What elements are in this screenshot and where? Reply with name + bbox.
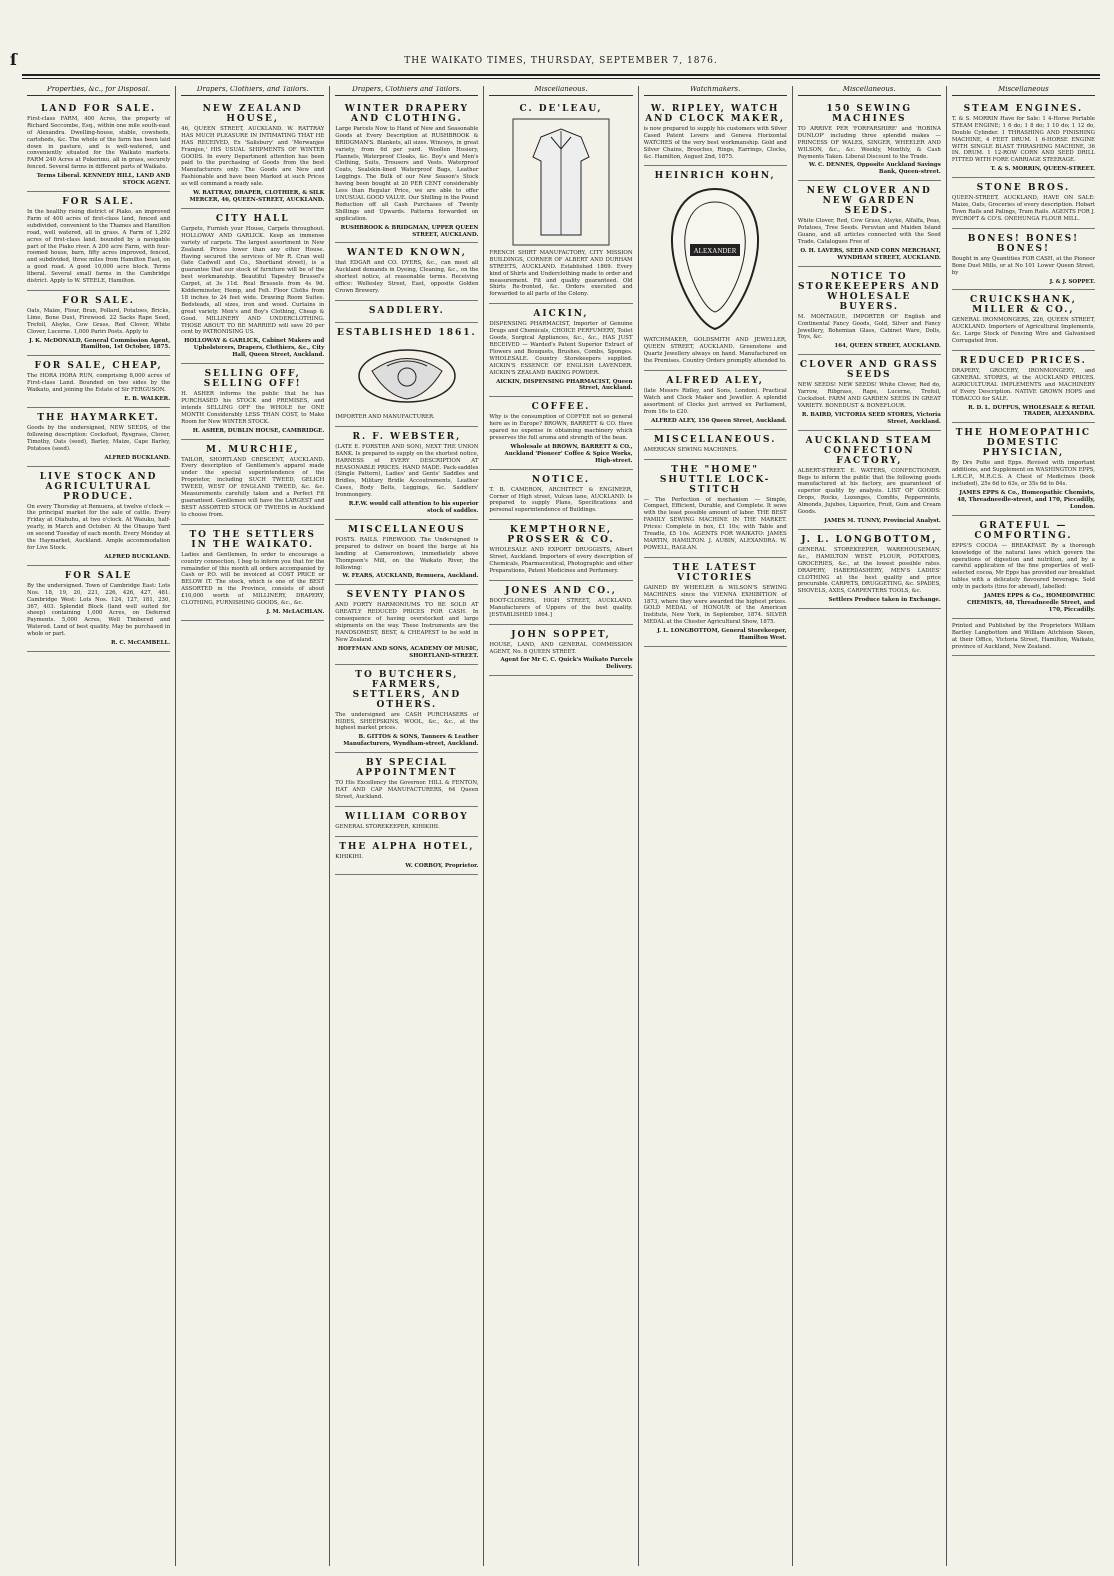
advertisement: [335, 323, 478, 427]
ad-signature: R. D. L. DUFFUS, WHOLESALE & RETAIL TRADER, ALEXANDRA.: [968, 404, 1095, 418]
ad-title: NEW ZEALAND HOUSE,: [202, 103, 303, 124]
advertisement: [798, 530, 941, 609]
advertisement: [27, 192, 170, 291]
ad-title: LIVE STOCK AND AGRICULTURAL PRODUCE.: [39, 471, 158, 502]
ad-title: JONES AND CO.,: [505, 585, 617, 596]
advertisement: [798, 431, 941, 530]
ad-title: 150 SEWING MACHINES: [826, 103, 913, 124]
ad-signature: 164, QUEEN STREET, AUCKLAND.: [834, 343, 941, 350]
ad-signature: J. & J. SOPPET.: [1049, 278, 1095, 285]
ad-title: WILLIAM CORBOY: [344, 811, 469, 822]
ad-title: BONES! BONES! BONES!: [967, 233, 1080, 254]
advertisement: [335, 520, 478, 585]
advertisement: [489, 470, 632, 521]
advertisement: [952, 619, 1095, 657]
ad-signature: O. H. LAVERS, SEED AND CORN MERCHANT, WYNDHAM STREET, AUCKLAND.: [800, 247, 941, 261]
advertisement: [489, 304, 632, 397]
advertisement: [798, 99, 941, 181]
column-6: [793, 86, 947, 1566]
ad-signature: W. C. DENNES, Opposite Auckland Savings Bank, Queen-street.: [808, 162, 941, 176]
ad-body: GENERAL STOREKEEPER, KIHIKIHI.: [335, 823, 440, 830]
ad-title: STONE BROS.: [976, 183, 1071, 194]
ad-title: TO THE SETTLERS IN THE WAIKATO.: [189, 529, 316, 550]
ad-body: Why is the consumption of COFFEE not so general here as in Europe? BROWN, BARRETT & CO. Have spared no expense in obtaining machinery which preserves the full aroma and strength of the bean.: [489, 414, 633, 442]
columns: [22, 86, 1100, 1566]
advertisement: [27, 566, 170, 652]
ad-body: The undersigned are CASH PURCHASERS of HIDES, SHEEPSKINS, WOOL, &c., &c., at the highest market prices.: [335, 711, 479, 732]
ad-title: BY SPECIAL APPOINTMENT: [356, 758, 458, 779]
advertisement: [181, 99, 324, 209]
advertisement: [798, 267, 941, 356]
advertisement: [798, 181, 941, 266]
advertisement: [27, 99, 170, 192]
column-heading: Properties, &c., for Disposal.: [27, 86, 170, 96]
column-heading: Watchmakers.: [644, 86, 787, 96]
svg-text:ALEXANDER: ALEXANDER: [693, 247, 737, 256]
advertisement: [952, 229, 1095, 291]
ad-body: is now prepared to supply his customers with Silver Cased Patent Levers and Geneva Horizontal WATCHES of the very best workmanship. Gold and Silver Chains, Brooches, Rings, Earrings, Clocks, &c. Hamilton, August 2nd, 1875.: [643, 125, 787, 160]
ad-title: TO BUTCHERS, FARMERS, SETTLERS, AND OTHERS.: [352, 669, 462, 710]
advertisement: [644, 558, 787, 647]
ad-body: WATCHMAKER, GOLDSMITH AND JEWELLER, QUEEN STREET, AUCKLAND. Greenstone and Quartz Jewellery always on hand. Manufactured on the Premises. Country Orders promptly attended to.: [643, 337, 787, 365]
ad-title: THE LATEST VICTORIES: [672, 562, 758, 583]
ad-signature: HOLLOWAY & GARLICK, Cabinet Makers and Upholsterers, Drapers, Clothiers, &c., City Hall, Queen Street, Auckland.: [184, 338, 325, 359]
advertisement: [952, 423, 1095, 515]
ad-body: (late Messrs Ridley, and Sons, London). Practical Watch and Clock Maker and Jeweller. A splendid assortment of Clocks just arrived ex Parliament, from 16s to £20.: [643, 388, 787, 415]
ad-body: 46, QUEEN STREET, AUCKLAND. W. RATTRAY HAS MUCH PLEASURE IN INTIMATING THAT HE HAS RECEIVED, Ex 'Salisbury' and 'Merwanjee Framjee,' HIS USUAL SHIPMENTS OF WINTER GOODS. In every Department attention has been paid to the purchasing of Goods from the best Manufacturers only. The Goods are New and Fashionable and have been Marked at such Prices as will command a ready sale.: [181, 125, 325, 188]
advertisement: [644, 166, 787, 371]
advertisement: [335, 837, 478, 875]
column-7: [947, 86, 1100, 1566]
advertisement: [952, 99, 1095, 178]
ad-title: J. L. LONGBOTTOM,: [801, 534, 938, 545]
ad-title: NOTICE TO STOREKEEPERS AND WHOLESALE BUYERS.: [797, 271, 941, 312]
ad-body: — The Perfection of mechanism — Simple, Compact, Efficient, Durable, and Complete. It sews with the least possible amount of labor. THE BEST FAMILY SEWING MACHINE IN THE MARKET. Prices: Complete in box, £1 10s; with Table and Treadle, £5 10s. AGENTS FOR WAIKATO: JAMES MARTIN, HAMILTON. J. AUBIN, ALEXANDRA. W. POWELL, RAGLAN.: [643, 496, 787, 551]
ad-body: ALBERT-STREET. E. WATERS, CONFECTIONER. Begs to inform the public that the following goods manufactured at his factory, are guaranteed of superior quality by analysis. LIST OF GOODS: Drops, Rocks, Lozenges, Comfits, Peppermints, Almonds, Jujubes, Liquorice, Fruit, Gum and Cream Goods.: [797, 467, 941, 516]
ad-body: BOOT-CLOSERS, HIGH STREET, AUCKLAND. Manufacturers of Uppers of the best quality. [ESTABLISHED 1864.]: [489, 597, 633, 618]
advertisement: [489, 397, 632, 469]
ad-body: Oats, Maize, Flour, Bran, Pollard, Potatoes, Bricks, Lime, Bone Dust, Firewood. 22 Sacks Rape Seed, Trefoil, Alsyke, Cow Grass, Red Clover, White Clover, Lucerne. 1,000 Pariri Posts. Apply to: [27, 307, 171, 335]
advertisement: [27, 356, 170, 408]
ad-title: W. RIPLEY, WATCH AND CLOCK MAKER,: [645, 103, 786, 124]
advertisement: [27, 408, 170, 467]
ad-title: CITY HALL: [215, 213, 290, 224]
column-1: [22, 86, 176, 1566]
advertisement: [952, 516, 1095, 619]
ad-body: T. & S. MORRIN Have for Sale: 1 4-Horse Portable STEAM ENGINE; 1 6 do; 1 8 do; 1 10 do; 1 12 do, Double Cylinder. 1 THRASHING AND FINISHING MACHINE, 4 FEET DRUM. 1 6-HORSE ENGINE WITH SINGLE BLAST THRASHING MACHINE, 36 IN. DRUM. 1 12-ROW CORN AND SEED DRILL FITTED WITH FORE CARRIAGE STEERAGE.: [951, 115, 1095, 164]
ad-body: First-class FARM, 400 Acres, the property of Richard Seccombe, Esq., within one mile south-east of Alexandra. Dwelling-house, stable, cowsheds, cartsheds, &c. The whole of the farm has been laid down in pasture, and is well-watered, and conveniently situated for the Waikato markets. FARM 240 Acres at Pukerimu, all in grass, securely fenced. Several farms in different parts of Waikato.: [27, 115, 171, 171]
column-3: [330, 86, 484, 1566]
ad-body: GENERAL STOREKEEPER, WAREHOUSEMAN, &c., HAMILTON WEST. FLOUR, POTATOES, GROCERIES, &c., at the lowest possible rates. DRAPERY, HABERDASHERY, MEN'S LADIES' CLOTHING at the best quality and price procurable. CARPETS, DRUGGETING, &c. SPADES, SHOVELS, AXES, CARPENTERS TOOLS, &c.: [797, 546, 941, 595]
ad-title: CRUICKSHANK, MILLER & CO.,: [969, 295, 1077, 316]
ad-signature: Terms Liberal. KENNEDY HILL, LAND AND STOCK AGENT.: [36, 173, 171, 187]
masthead-title: THE WAIKATO TIMES, THURSDAY, SEPTEMBER 7, 1876.: [404, 56, 718, 66]
ad-body: White Clover, Red, Cow Grass, Alsyke, Alfalfa, Peas, Potatoes, Tree Seeds. Peruvian and Maiden Island Guano, and all articles connected with the Seed Trade. Catalogues Free of: [797, 218, 941, 245]
ad-title: THE "HOME" SHUTTLE LOCK-STITCH: [659, 464, 771, 495]
ad-signature: HOFFMAN AND SONS, ACADEMY OF MUSIC, SHORTLAND-STREET.: [337, 645, 479, 659]
ad-signature: JAMES EPPS & Co., HOMEOPATHIC CHEMISTS, 48, Threadneedle Street, and 170, Piccadilly.: [966, 593, 1095, 613]
ad-signature: T. & S. MORRIN, QUEEN-STREET.: [990, 166, 1095, 173]
ad-signature: J. L. LONGBOTTOM, General Storekeeper, Hamilton West.: [657, 628, 787, 642]
ad-body: Printed and Published by the Proprietors William Bartley Langbottom and William Aitchison Skeen, at their Office, Victoria Street, Hamilton, Waikato, province of Auckland, New Zealand.: [951, 622, 1095, 650]
ad-body: By Drs Pulte and Epps. Revised with important additions, and Supplement on WASHINGTON EPPS, L.R.C.P., M.R.C.S. A Chest of Medicines (book included), 25s 6d to 63s, or 35s 6d to 84s.: [951, 460, 1095, 488]
ad-body: Carpets, Furnish your House, Carpets throughout. HOLLOWAY AND GARLICK. Keep an immense variety of carpets. The largest assortment in New Zealand. Prices lower than any other House. Having secured the services of Mr R. Cran well (late Cadwell and Co., Shortland street), is a guarantee that our stock of furniture will be of the best workmanship. Beautiful Tapestry Brussel's Carpet, at 3s 11d. Real Brussels from 4s 9d. Kidderminster, Hemp, and Felt. Floor Cloths from 18 inches to 24 feet wide. Drawing Room Suites. Bedsteads, all sizes, iron and wood. Curtains in great variety. Men's and Boy's Clothing, Cheap & Good. MILLINERY AND UNDERCLOTHING. THOSE ABOUT TO BE MARRIED will save 20 per cent by PATRONISING US.: [181, 225, 325, 336]
ad-body: TO His Excellency the Governor. HILL & FENTON, HAT AND CAP MANUFACTURERS, 64 Queen Street, Auckland.: [335, 780, 479, 800]
ad-title: NOTICE.: [531, 474, 591, 485]
ad-title: THE ALPHA HOTEL,: [339, 841, 475, 852]
ad-body: EPPS'S COCOA — BREAKFAST. By a thorough knowledge of the natural laws which govern the operations of digestion and nutrition, and by a careful application of the fine properties of well-selected cocoa, Mr Epps has provided our breakfast tables with a delicately flavoured beverage. Sold only in packets (tins for abroad), labelled:: [951, 542, 1095, 591]
ad-signature: W. CORBOY, Proprietor.: [405, 862, 479, 869]
advertisement: [181, 209, 324, 364]
advertisement: [952, 290, 1095, 351]
ad-body: By the undersigned. Town of Cambridge East: Lots Nos. 18, 19, 20, 221, 226, 426, 427, 481. Cambridge West: Lots Nos. 124, 127, 181, 230, 367, 403. Splendid Block (land well suited for sheep) containing 1,000 Acres, on Deferred Payments. 5,000 Acres, Well Timbered and Watered. Land of best quality. May be purchased in whole or part.: [27, 582, 171, 638]
ad-title: SEVENTY PIANOS: [346, 590, 467, 601]
advertisement: [644, 460, 787, 558]
ad-title: LAND FOR SALE.: [41, 103, 157, 114]
ad-body: The HORA HORA RUN, comprising 8,000 acres of First-class Land. Bounded on two sides by the Waikato, and joining the Estate of Sir FERGUSON.: [27, 373, 171, 394]
advertisement: [644, 99, 787, 167]
advertisement: [335, 427, 478, 520]
ad-title: M. MURCHIE,: [206, 444, 300, 455]
ad-title: SADDLERY.: [368, 305, 445, 316]
ad-signature: R. BAIRD, VICTORIA SEED STORES, Victoria Street, Auckland.: [801, 411, 941, 425]
ad-body: NEW SEEDS! NEW SEEDS! White Clover, Red do, Yarrow, Ribgrass, Rape, Lucerne, Trefoil, Cocksfoot. FARM AND GARDEN SEEDS IN GREAT VARIETY. BONEDUST & BONEFLOUR.: [797, 382, 941, 409]
masthead: [22, 56, 1100, 76]
ad-body: AND FORTY HARMONIUMS TO BE SOLD AT GREATLY REDUCED PRICES FOR CASH. In consequence of having overstocked and large shipments on the way. These Instruments are the HANDSOMEST, BEST, & CHEAPEST to be sold in New Zealand.: [335, 602, 479, 643]
ad-signature: Agent for Mr C. C. Quick's Waikato Parcels Delivery.: [500, 657, 633, 671]
column-heading: Drapers, Clothiers and Tailors.: [335, 86, 478, 96]
ad-signature: ALFRED ALEY, 156 Queen Street, Auckland.: [651, 417, 787, 424]
ad-signature: B. GITTOS & SONS, Tanners & Leather Manufacturers, Wyndham-street, Auckland.: [343, 734, 479, 748]
column-5: [639, 86, 793, 1566]
advertisement: [644, 430, 787, 460]
alexander-medallion-illustration: [660, 184, 770, 334]
ad-title: GRATEFUL — COMFORTING.: [974, 520, 1073, 541]
ad-body: On every Thursday at Remuera, at twelve o'clock — the principal market for the sale of cattle. Every Friday at Otahuhu, at two o'clock. At Waiuku, half-yearly, in March and October. At the Ohaupo Yard on second Tuesday of each month. Every Monday at the Haymarket, Auckland. Ample accommodation for Live Stock.: [27, 503, 171, 551]
ad-title: MISCELLANEOUS.: [653, 434, 777, 445]
advertisement: [27, 291, 170, 356]
column-heading: Miscellaneous.: [798, 86, 941, 96]
newspaper-page: [10, 8, 1100, 1568]
ad-body: POSTS. RAILS. FIREWOOD. The Undersigned is prepared to deliver on board the barge at his landing at Camerontown, immediately above Thompson's Mill, on the Waikato River, the following:: [335, 536, 479, 571]
ad-signature: J. M. McLACHLAN.: [266, 608, 325, 615]
ad-body: Goods by the undersigned, NEW SEEDS, of the following description: Cocksfoot, Ryegrass, Clover, Timothy, Oats (seed), Barley, Maize, Cape Barley, Potatoes (seed).: [27, 425, 171, 452]
masthead-rule: [22, 78, 1100, 79]
advertisement: [335, 243, 478, 301]
ad-body: WHOLESALE AND EXPORT DRUGGISTS, Albert Street, Auckland. Importers of every description of Chemicals, Pharmaceutical, Photographic and other Preparations, Patent Medicines and Perfumery.: [489, 547, 633, 574]
advertisement: [489, 625, 632, 677]
ad-title: WINTER DRAPERY AND CLOTHING.: [344, 103, 469, 124]
advertisement: [181, 364, 324, 439]
ad-signature: AICKIN, DISPENSING PHARMACIST, Queen Street, Auckland.: [496, 378, 633, 392]
advertisement: [335, 585, 478, 664]
ad-body: IMPORTER AND MANUFACTURER.: [335, 413, 435, 420]
ad-signature: W. RATTRAY, DRAPER, CLOTHIER, & SILK MERCER, 46, QUEEN-STREET, AUCKLAND.: [189, 190, 325, 203]
advertisement: [644, 371, 787, 430]
ad-body: AMERICAN SEWING MACHINES.: [643, 446, 738, 453]
ad-signature: Wholesale at BROWN, BARRETT & CO., Auckland 'Pioneer' Coffee & Spice Works, High-street.: [504, 443, 633, 464]
ad-body: M. MONTAGUE, IMPORTER OF English and Continental Fancy Goods, Gold, Silver and Fancy Jewellery, Bohemian Glass, Cabinet Ware, Dolls, Toys, &c.: [797, 313, 941, 341]
ad-title: R. F. WEBSTER,: [352, 431, 462, 442]
advertisement: [798, 355, 941, 430]
ad-title: FOR SALE: [64, 570, 133, 581]
ad-signature: ALFRED BUCKLAND.: [104, 553, 171, 560]
advertisement: [489, 581, 632, 625]
ad-title: JOHN SOPPET,: [511, 629, 611, 640]
folio-mark: ſ: [10, 50, 17, 69]
ad-title: STEAM ENGINES.: [963, 103, 1084, 114]
advertisement: [489, 99, 632, 304]
ad-signature: W. FEARS, AUCKLAND, Remuera, Auckland.: [342, 573, 479, 580]
ad-title: REDUCED PRICES.: [960, 356, 1087, 367]
ad-signature: JAMES M. TUNNY, Provincial Analyst.: [824, 518, 941, 524]
ad-title: KEMPTHORNE, PROSSER & CO.: [507, 525, 615, 546]
ad-title: C. DE'LEAU,: [519, 103, 603, 114]
advertisement: [952, 351, 1095, 423]
ad-body: H. ASHER informs the public that he has PURCHASED his STOCK and PREMISES, and intends SELLING OFF the WHOLE for ONE MONTH Considerably LESS THAN COST, to Make Room for New WINTER STOCK.: [181, 391, 325, 425]
ad-title: AUCKLAND STEAM CONFECTION FACTORY,: [805, 435, 933, 466]
ad-title: CLOVER AND GRASS SEEDS: [799, 360, 939, 381]
ad-title: MISCELLANEOUS: [348, 524, 466, 535]
advertisement: [335, 665, 478, 754]
ad-title: AICKIN,: [533, 309, 589, 320]
ad-signature: RUSHBROOK & BRIDGMAN, UPPER QUEEN STREET, AUCKLAND.: [340, 224, 479, 238]
ad-signature: H. ASHER, DUBLIN HOUSE, CAMBRIDGE.: [192, 427, 325, 434]
ad-body: GENERAL IRONMONGERS, 226, QUEEN STREET, AUCKLAND. Importers of Agricultural Implements, &c. Large Stock of Fencing Wire and Galvanised Corrugated Iron.: [951, 317, 1095, 345]
ad-body: DRAPERY, GROCERY, IRONMONGERY, and GENERAL STORES, at the AUCKLAND PRICES. AGRICULTURAL IMPLEMENTS and MACHINERY of Every Description. NATIVE GROWN HOPS and TOBACCO for SALE.: [951, 368, 1095, 402]
advertisement: [181, 440, 324, 525]
ad-body: Bought in any Quantities FOR CASH, at the Pioneer Bone Dust Mills, or at No 101 Lower Queen Street, by: [951, 255, 1095, 276]
saddle-illustration: [352, 341, 462, 411]
ad-body: that EDGAR and CO. DYERS, &c., can meet all Auckland demands in Dyeing, Cleaning, &c., on the shortest notice, at reasonable terms. Receiving office: Wellesley Street, East, opposite Golden Crown Brewery.: [335, 260, 479, 295]
ad-body: GAINED BY WHEELER & WILSON'S SEWING MACHINES since the VIENNA EXHIBITION of 1873, where they were awarded the highest prizes. GOLD MEDAL of HONOUR of the American Institute, New York, in September, 1874. SILVER MEDAL at the Chester Agricultural Show, 1875.: [643, 584, 787, 626]
ad-title: SELLING OFF, SELLING OFF!: [203, 369, 302, 390]
ad-body: T. B. CAMERON, ARCHITECT & ENGINEER, Corner of High street, Vulcan lane, AUCKLAND. Is prepared to supply Plans, Specifications and personal superintendence of Buildings.: [489, 486, 633, 514]
ad-signature: R.F.W. would call attention to his superior stock of saddles.: [348, 501, 479, 514]
ad-body: Ladies and Gentlemen, In order to encourage a country connection, I beg to inform you that for the remainder of this month all orders accompanied by Cash or P.O. will be invoiced at COST PRICE or BELOW IT. The stock, which is one of the BEST ASSORTED in the Province, consists of about £10,000 worth of MILLINERY, DRAPERY, CLOTHING, FURNISHING GOODS, &c., &c.: [181, 551, 325, 607]
advertisement: [335, 99, 478, 244]
ad-title: NEW CLOVER AND NEW GARDEN SEEDS.: [806, 186, 932, 217]
ad-body: TO ARRIVE PER 'FORFARSHIRE' and 'ROBINA DUNLOP' including three splendid makes — PRINCESS OF WALES, SINGER, WHEELER AND WILSON, &c., &c. Weekly, Monthly, & Cash Payments Taken. Liberal Discount to the Trade.: [797, 125, 941, 160]
column-heading: Miscellaneous.: [489, 86, 632, 96]
ad-body: DISPENSING PHARMACIST, Importer of Genuine Drugs and Chemicals, CHOICE PERFUMERY, Toilet Goods, Surgical Appliances, &c., &c., HAS JUST RECEIVED — Warded's Patent Superior Extract of Flowers and Bouquets, Brushes, Combs, Sponges. WHOLESALE. Country Storekeepers supplied. AICKIN'S ESSENCE OF ENGLISH LAVENDER. AICKIN'S ZEALAND BAKING POWDER.: [489, 321, 633, 376]
advertisement: [335, 807, 478, 837]
ad-body: (LATE E. FORSTER AND SON), NEXT THE UNION BANK. Is prepared to supply on the shortest notice, HARNESS of EVERY DESCRIPTION AT REASONABLE PRICES. HAND MADE. Pack-saddles (Single Pattern), Ladies' and Gents' Saddles and Bridles, Military Bridle Accoutrements, Leather Cases, Body Belts, Leggings, &c. Saddlers' Ironmongery.: [335, 443, 479, 499]
ad-title: ESTABLISHED 1861.: [337, 327, 477, 338]
ad-body: QUEEN-STREET, AUCKLAND, HAVE ON SALE: Maize, Oats, Groceries of every description. Hobart Town Rails and Palings, Tram Rails. AGENTS FOR J. RYCROFT & CO'S. ONEHUNGA FLOUR MILL.: [951, 195, 1095, 222]
advertisement: [335, 301, 478, 323]
advertisement: [181, 525, 324, 621]
ad-signature: J. K. McDONALD, General Commission Agent, Hamilton, 1st October, 1875.: [29, 337, 171, 351]
ad-body: KIHIKIHI.: [335, 853, 363, 860]
column-2: [176, 86, 330, 1566]
ad-body: TAILOR, SHORTLAND CRESCENT, AUCKLAND. Every description of Gentlemen's apparel made under the special superintendence of the Proprietor, including SUCH TWEED, GELICH TWEED, WEST OF ENGLAND TWEED, &c. &c. Measurements carefully taken and a Perfect Fit guaranteed. Gentlemen will have the LARGEST and BEST ASSORTED STOCK OF TWEEDS in Auckland to choose from.: [181, 456, 325, 518]
ad-body: Large Parcels Now to Hand of New and Seasonable Goods at Every Description at RUSHBROOK & BRIDGMAN'S. Blankets, all sizes. Winceys, in great variety, from 6d per yard. Woollen Hosiery, Flannels, Waterproof Cloaks, &c. Boy's and Men's Clothing, Suits, Trousers and Vests. Waterproof Coats, Sealskin-lined Waterproof Bags, Leather Leggings. The Bulk of our New Season's Stock having been bought at 20 PER CENT considerably Less than Regular Price, we are able to offer UNUSUAL GOOD VALUE. Our Shilling in the Pound Reduction off all Cash Purchases of Twenty Shillings and Upwards. Patterns forwarded on application.: [335, 125, 479, 222]
advertisement: [27, 467, 170, 566]
ad-title: COFFEE.: [531, 402, 591, 413]
advertisement: [335, 753, 478, 807]
ad-title: FOR SALE, CHEAP,: [34, 361, 163, 372]
ad-title: ALFRED ALEY,: [666, 376, 764, 387]
ad-signature: JAMES EPPS & Co., Homeopathic Chemists, 48, Threadneedle-street, and 170, Piccadilly, London.: [957, 490, 1095, 510]
ad-title: THE HAYMARKET.: [37, 413, 160, 423]
shirt-illustration: [511, 117, 611, 247]
advertisement: [952, 178, 1095, 229]
advertisement: [489, 520, 632, 581]
column-heading: Drapers, Clothiers, and Tailors.: [181, 86, 324, 96]
ad-title: FOR SALE.: [62, 196, 135, 207]
ad-body: FRENCH SHIRT MANUFACTORY, CITY MISSION BUILDINGS, CORNER OF ALBERT AND DURHAM STREETS, AUCKLAND. Established 1869. Every kind of Shirts and Underclothing made to order and measurement. Fit and quality guaranteed. Old Shirts Re-fronted, &c. Orders executed and forwarded to all parts of the Colony.: [489, 249, 633, 298]
column-heading: Miscellaneous: [952, 86, 1095, 96]
ad-signature: Settlers Produce taken in Exchange.: [828, 597, 941, 604]
ad-title: WANTED KNOWN,: [346, 248, 467, 259]
ad-title: HEINRICH KOHN,: [654, 171, 776, 182]
ad-body: HOUSE, LAND, AND GENERAL COMMISSION AGENT, No. 8 QUEEN STREET.: [489, 641, 633, 655]
ad-title: FOR SALE.: [62, 295, 135, 306]
ad-body: In the healthy rising district of Piako, an improved Farm of 400 acres of first-class land, fenced and subdivided, convenient to the Thames and Hamilton road, well watered, all in grass. A Farm of 1,292 acres of first-class land, bounded by a navigable part of the Piako river. A 200 acre Farm, with four-roomed house, barn, fifty acres improved, fenced, and subdivided, three miles from Hamilton East, on a good road. A good 10,000 acre block. Terms liberal. Several small farms in the Cambridge district. Apply to W. STEELE, Hamilton.: [27, 208, 171, 285]
ad-title: THE HOMEOPATHIC DOMESTIC PHYSICIAN,: [955, 428, 1092, 459]
ad-signature: E. B. WALKER.: [124, 396, 171, 403]
ad-signature: R. C. McCAMBELL.: [110, 640, 171, 647]
column-4: [484, 86, 638, 1566]
ad-signature: ALFRED BUCKLAND.: [104, 454, 171, 461]
